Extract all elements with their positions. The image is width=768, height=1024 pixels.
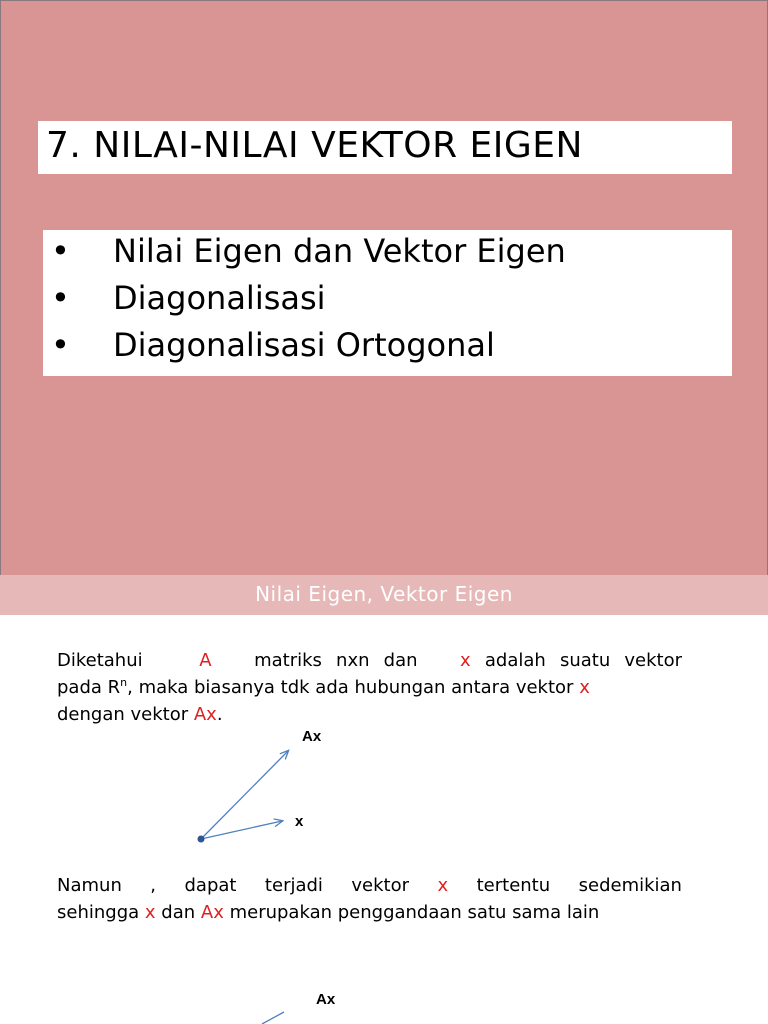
text-span: Namun , dapat terjadi vektor (57, 875, 410, 896)
text-span: pada R (57, 677, 121, 698)
text-span: adalah suatu vektor (484, 650, 683, 671)
list-item-label: Nilai Eigen dan Vektor Eigen (113, 232, 566, 270)
list-item-label: Diagonalisasi (113, 279, 326, 317)
paragraph-line (57, 872, 682, 899)
text-span: dan (161, 902, 196, 923)
origin-point (198, 836, 205, 843)
superscript: n (120, 676, 128, 689)
text-span: merupakan penggandaan satu sama lain (229, 902, 600, 923)
label-ax: Ax (302, 728, 322, 745)
vector-symbol: x (460, 650, 471, 671)
paragraph-line (57, 899, 682, 926)
bullet-icon: • (51, 279, 70, 317)
text-span: sehingga (57, 902, 140, 923)
second-paragraph (57, 872, 682, 926)
label-ax-2: Ax (316, 991, 336, 1008)
text-span: . (216, 704, 223, 725)
vector-symbol: Ax (200, 902, 224, 923)
bullet-icon: • (51, 326, 70, 364)
vector-symbol: x (579, 677, 590, 698)
vector-symbol: x (437, 875, 449, 896)
text-span: tertentu sedemikian (476, 875, 682, 896)
vector-symbol: x (144, 902, 156, 923)
slide-title: 7. NILAI-NILAI VEKTOR EIGEN (46, 125, 583, 166)
vector-ax-arrow (201, 751, 288, 839)
text-span: , maka biasanya tdk ada hubungan antara vektor (127, 677, 574, 698)
text-span: Diketahui (57, 650, 143, 671)
bullet-icon: • (51, 232, 70, 270)
list-item-label: Diagonalisasi Ortogonal (113, 326, 495, 364)
label-x: x (295, 813, 304, 830)
vector-ax-arrow-2 (262, 1012, 284, 1024)
matrix-symbol: A (199, 650, 212, 671)
vector-x-arrow (201, 821, 282, 839)
vector-symbol: Ax (193, 704, 217, 725)
section-header-title: Nilai Eigen, Vektor Eigen (255, 582, 513, 606)
text-span: matriks nxn dan (254, 650, 418, 671)
text-span: dengan vektor (57, 704, 189, 725)
